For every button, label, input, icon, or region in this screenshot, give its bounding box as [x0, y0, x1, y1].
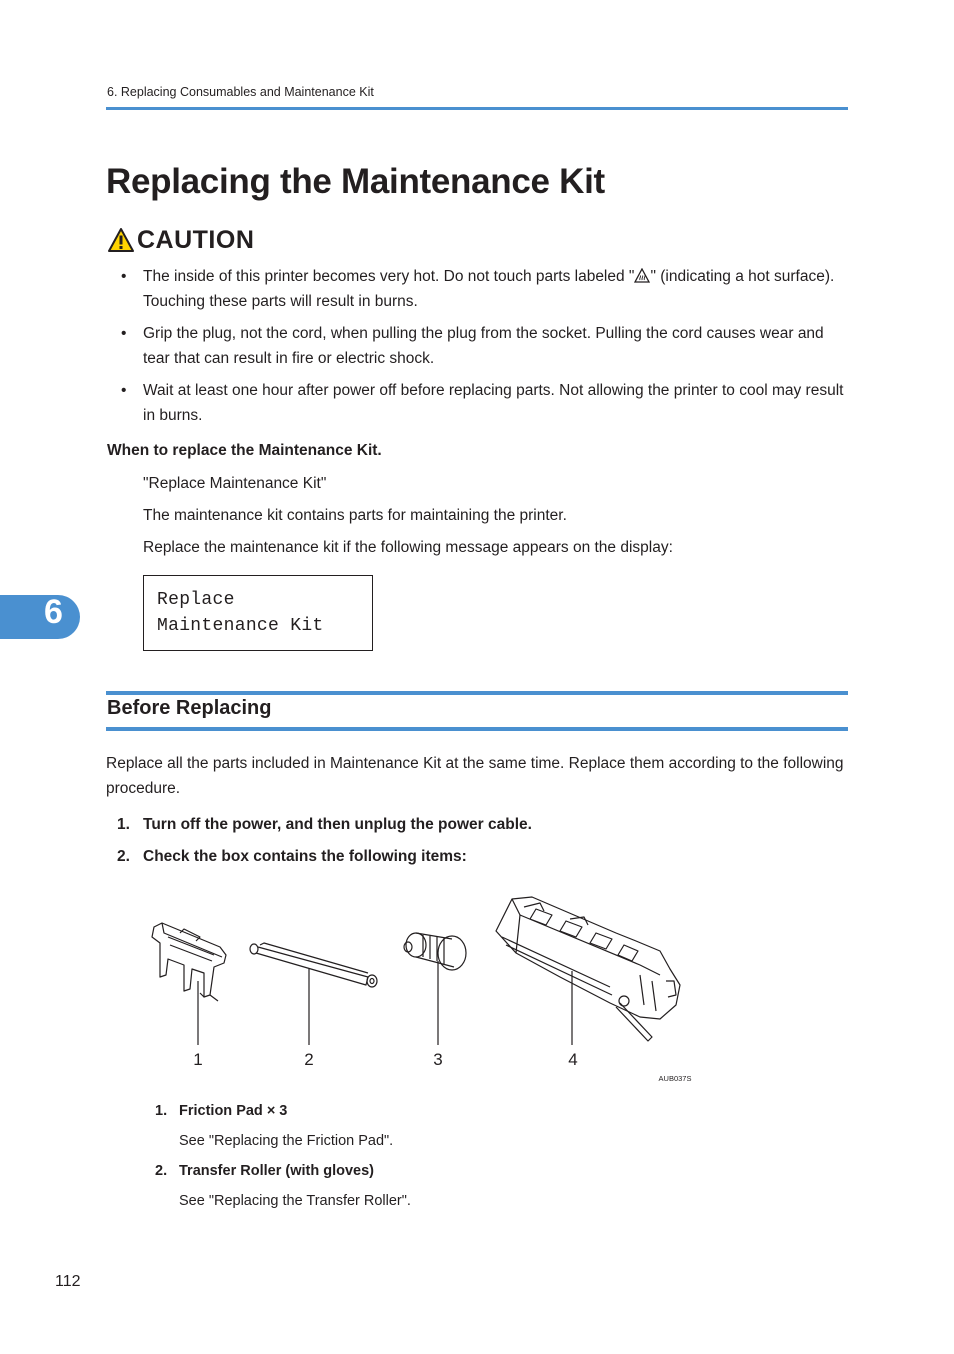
- fusing-unit-illustration: [496, 897, 680, 1041]
- callout-1: 1: [193, 1050, 203, 1069]
- maintenance-kit-figure: [140, 885, 700, 1090]
- chapter-number: 6: [44, 593, 63, 631]
- caution-list: [121, 264, 849, 435]
- display-message-box: [143, 575, 373, 651]
- page-title: Replacing the Maintenance Kit: [106, 162, 605, 201]
- header-rule: [106, 107, 848, 110]
- friction-pad-illustration: [152, 923, 226, 1001]
- caution-item-text-before: The inside of this printer becomes very hot. Do not touch parts labeled ": [143, 268, 635, 285]
- display-line: Maintenance Kit: [157, 616, 324, 636]
- transfer-roller-illustration: [250, 943, 377, 987]
- when-heading: When to replace the Maintenance Kit.: [107, 442, 382, 459]
- callout-4: 4: [568, 1050, 578, 1069]
- section-intro: Replace all the parts included in Maintenance Kit at the same time. Replace them according to the following procedure.: [106, 755, 844, 797]
- step-number: 1.: [117, 816, 130, 833]
- item-reference: See "Replacing the Transfer Roller".: [179, 1193, 411, 1209]
- message-quote: "Replace Maintenance Kit": [143, 475, 327, 492]
- callout-2: 2: [304, 1050, 314, 1069]
- section-rule-bottom: [106, 727, 848, 731]
- item-reference: See "Replacing the Friction Pad".: [179, 1133, 394, 1149]
- figure-code: AUB037S: [658, 1074, 692, 1083]
- section-rule-top: [106, 691, 848, 695]
- display-line: Replace: [157, 590, 235, 610]
- page-number: 112: [55, 1273, 81, 1290]
- caution-label: CAUTION: [137, 225, 255, 254]
- item-number: 1.: [155, 1103, 168, 1119]
- running-header: 6. Replacing Consumables and Maintenance Kit: [107, 85, 374, 99]
- warning-triangle-icon: [107, 227, 135, 253]
- chapter-tab: [0, 595, 80, 639]
- caution-item-text-after: " (indicating a hot surface). Touching these parts will result in burns.: [143, 268, 835, 310]
- item-number: 2.: [155, 1163, 168, 1179]
- hot-surface-icon: [634, 268, 650, 283]
- item-title: Friction Pad × 3: [179, 1103, 288, 1119]
- item-title: Transfer Roller (with gloves): [179, 1163, 374, 1179]
- caution-heading: [107, 226, 254, 254]
- replace-instruction: Replace the maintenance kit if the following message appears on the display:: [143, 539, 673, 556]
- section-title: Before Replacing: [107, 697, 272, 719]
- pickup-roller-illustration: [404, 933, 466, 970]
- caution-item: • Grip the plug, not the cord, when pulling the plug from the socket. Pulling the cord causes wear and tear that can result in fire or electric shock.: [121, 321, 849, 371]
- caution-item: • Wait at least one hour after power off before replacing parts. Not allowing the printer to cool may result in burns.: [121, 378, 849, 428]
- step-text: Turn off the power, and then unplug the power cable.: [143, 816, 532, 833]
- callout-3: 3: [433, 1050, 443, 1069]
- step-number: 2.: [117, 848, 130, 865]
- kit-description: The maintenance kit contains parts for maintaining the printer.: [143, 507, 567, 524]
- caution-item: [121, 264, 849, 314]
- step-text: Check the box contains the following items:: [143, 848, 467, 865]
